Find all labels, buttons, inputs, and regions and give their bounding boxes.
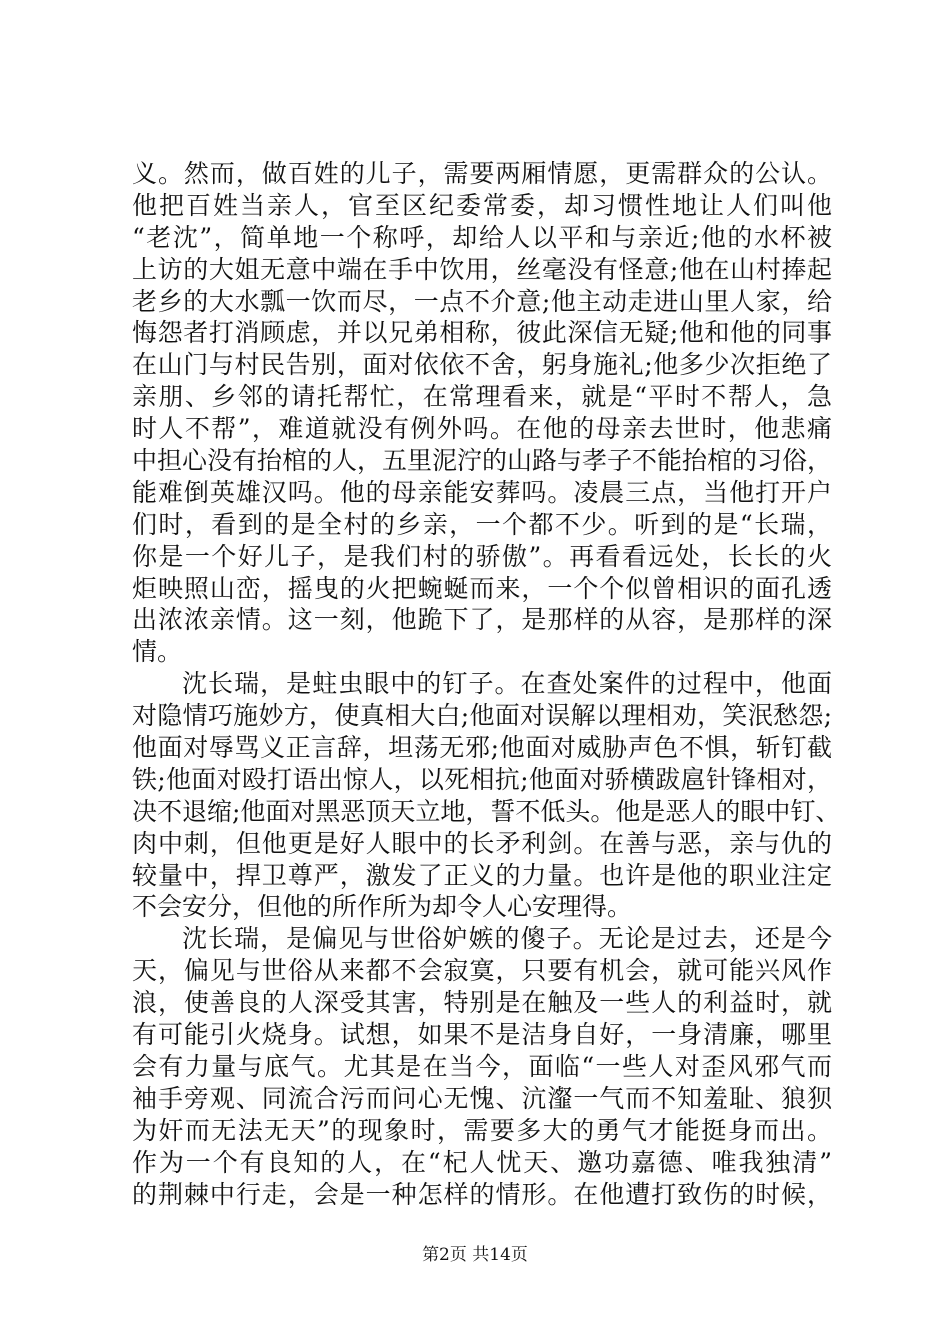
text-line: 他把百姓当亲人，官至区纪委常委，却习惯性地让人们叫他 — [132, 190, 832, 220]
text-line: 天，偏见与世俗从来都不会寂寞，只要有机会，就可能兴风作 — [132, 956, 832, 986]
text-line: 在山门与村民告别，面对依依不舍，躬身施礼;他多少次拒绝了 — [132, 350, 832, 380]
text-line: 较量中，捍卫尊严，激发了正义的力量。也许是他的职业注定 — [132, 860, 832, 890]
text-line: 作为一个有良知的人，在“杞人忧天、邀功嘉德、唯我独清” — [132, 1147, 832, 1177]
text-line: 们时，看到的是全村的乡亲，一个都不少。听到的是“长瑞， — [132, 509, 832, 539]
text-line: 浪，使善良的人深受其害，特别是在触及一些人的利益时，就 — [132, 988, 832, 1018]
text-line: 上访的大姐无意中端在手中饮用，丝毫没有怪意;他在山村捧起 — [132, 254, 832, 284]
text-line: 对隐情巧施妙方，使真相大白;他面对误解以理相劝，笑泯愁怨; — [132, 701, 832, 731]
text-line: 为奸而无法无天”的现象时，需要多大的勇气才能挺身而出。 — [132, 1115, 832, 1145]
text-line: 会有力量与底气。尤其是在当今，面临“一些人对歪风邪气而 — [132, 1051, 832, 1081]
paragraph-start-line: 沈长瑞，是蛀虫眼中的钉子。在查处案件的过程中，他面 — [182, 669, 832, 699]
text-line: 亲朋、乡邻的请托帮忙，在常理看来，就是“平时不帮人，急 — [132, 382, 832, 412]
text-line: 肉中刺，但他更是好人眼中的长矛利剑。在善与恶，亲与仇的 — [132, 828, 832, 858]
text-line: 义。然而，做百姓的儿子，需要两厢情愿，更需群众的公认。 — [132, 159, 832, 188]
text-line: 老乡的大水瓢一饮而尽，一点不介意;他主动走进山里人家，给 — [132, 286, 832, 316]
text-line: 时人不帮”，难道就没有例外吗。在他的母亲去世时，他悲痛 — [132, 414, 832, 444]
page-number-footer: 第2页 共14页 — [422, 1245, 528, 1265]
text-line: 出浓浓亲情。这一刻，他跪下了，是那样的从容，是那样的深 — [132, 605, 832, 635]
text-line: 悔怨者打消顾虑，并以兄弟相称，彼此深信无疑;他和他的同事 — [132, 318, 832, 348]
text-line: 袖手旁观、同流合污而问心无愧、沆瀣一气而不知羞耻、狼狈 — [132, 1083, 832, 1113]
paragraph-start-line: 沈长瑞，是偏见与世俗妒嫉的傻子。无论是过去，还是今 — [182, 924, 832, 954]
paragraph-end-line: 不会安分，但他的所作所为却令人心安理得。 — [132, 892, 633, 922]
text-line: 铁;他面对殴打语出惊人，以死相抗;他面对骄横跋扈针锋相对， — [132, 764, 832, 794]
text-line: 有可能引火烧身。试想，如果不是洁身自好，一身清廉，哪里 — [132, 1020, 832, 1050]
text-line: 炬映照山峦，摇曳的火把蜿蜒而来，一个个似曾相识的面孔透 — [132, 573, 832, 603]
text-line: 能难倒英雄汉吗。他的母亲能安葬吗。凌晨三点，当他打开户 — [132, 477, 832, 507]
text-line: 中担心没有抬棺的人，五里泥泞的山路与孝子不能抬棺的习俗， — [132, 446, 833, 476]
text-line: 决不退缩;他面对黑恶顶天立地，誓不低头。他是恶人的眼中钉、 — [132, 796, 841, 826]
paragraph-end-line: 情。 — [132, 637, 183, 667]
text-line: 他面对辱骂义正言辞，坦荡无邪;他面对威胁声色不惧，斩钉截 — [132, 733, 832, 763]
text-line: 你是一个好儿子，是我们村的骄傲”。再看看远处，长长的火 — [132, 541, 832, 571]
text-line: 的荆棘中行走，会是一种怎样的情形。在他遭打致伤的时候， — [132, 1179, 832, 1209]
text-line: “老沈”，简单地一个称呼，却给人以平和与亲近;他的水杯被 — [132, 222, 832, 252]
document-body — [132, 158, 841, 1210]
